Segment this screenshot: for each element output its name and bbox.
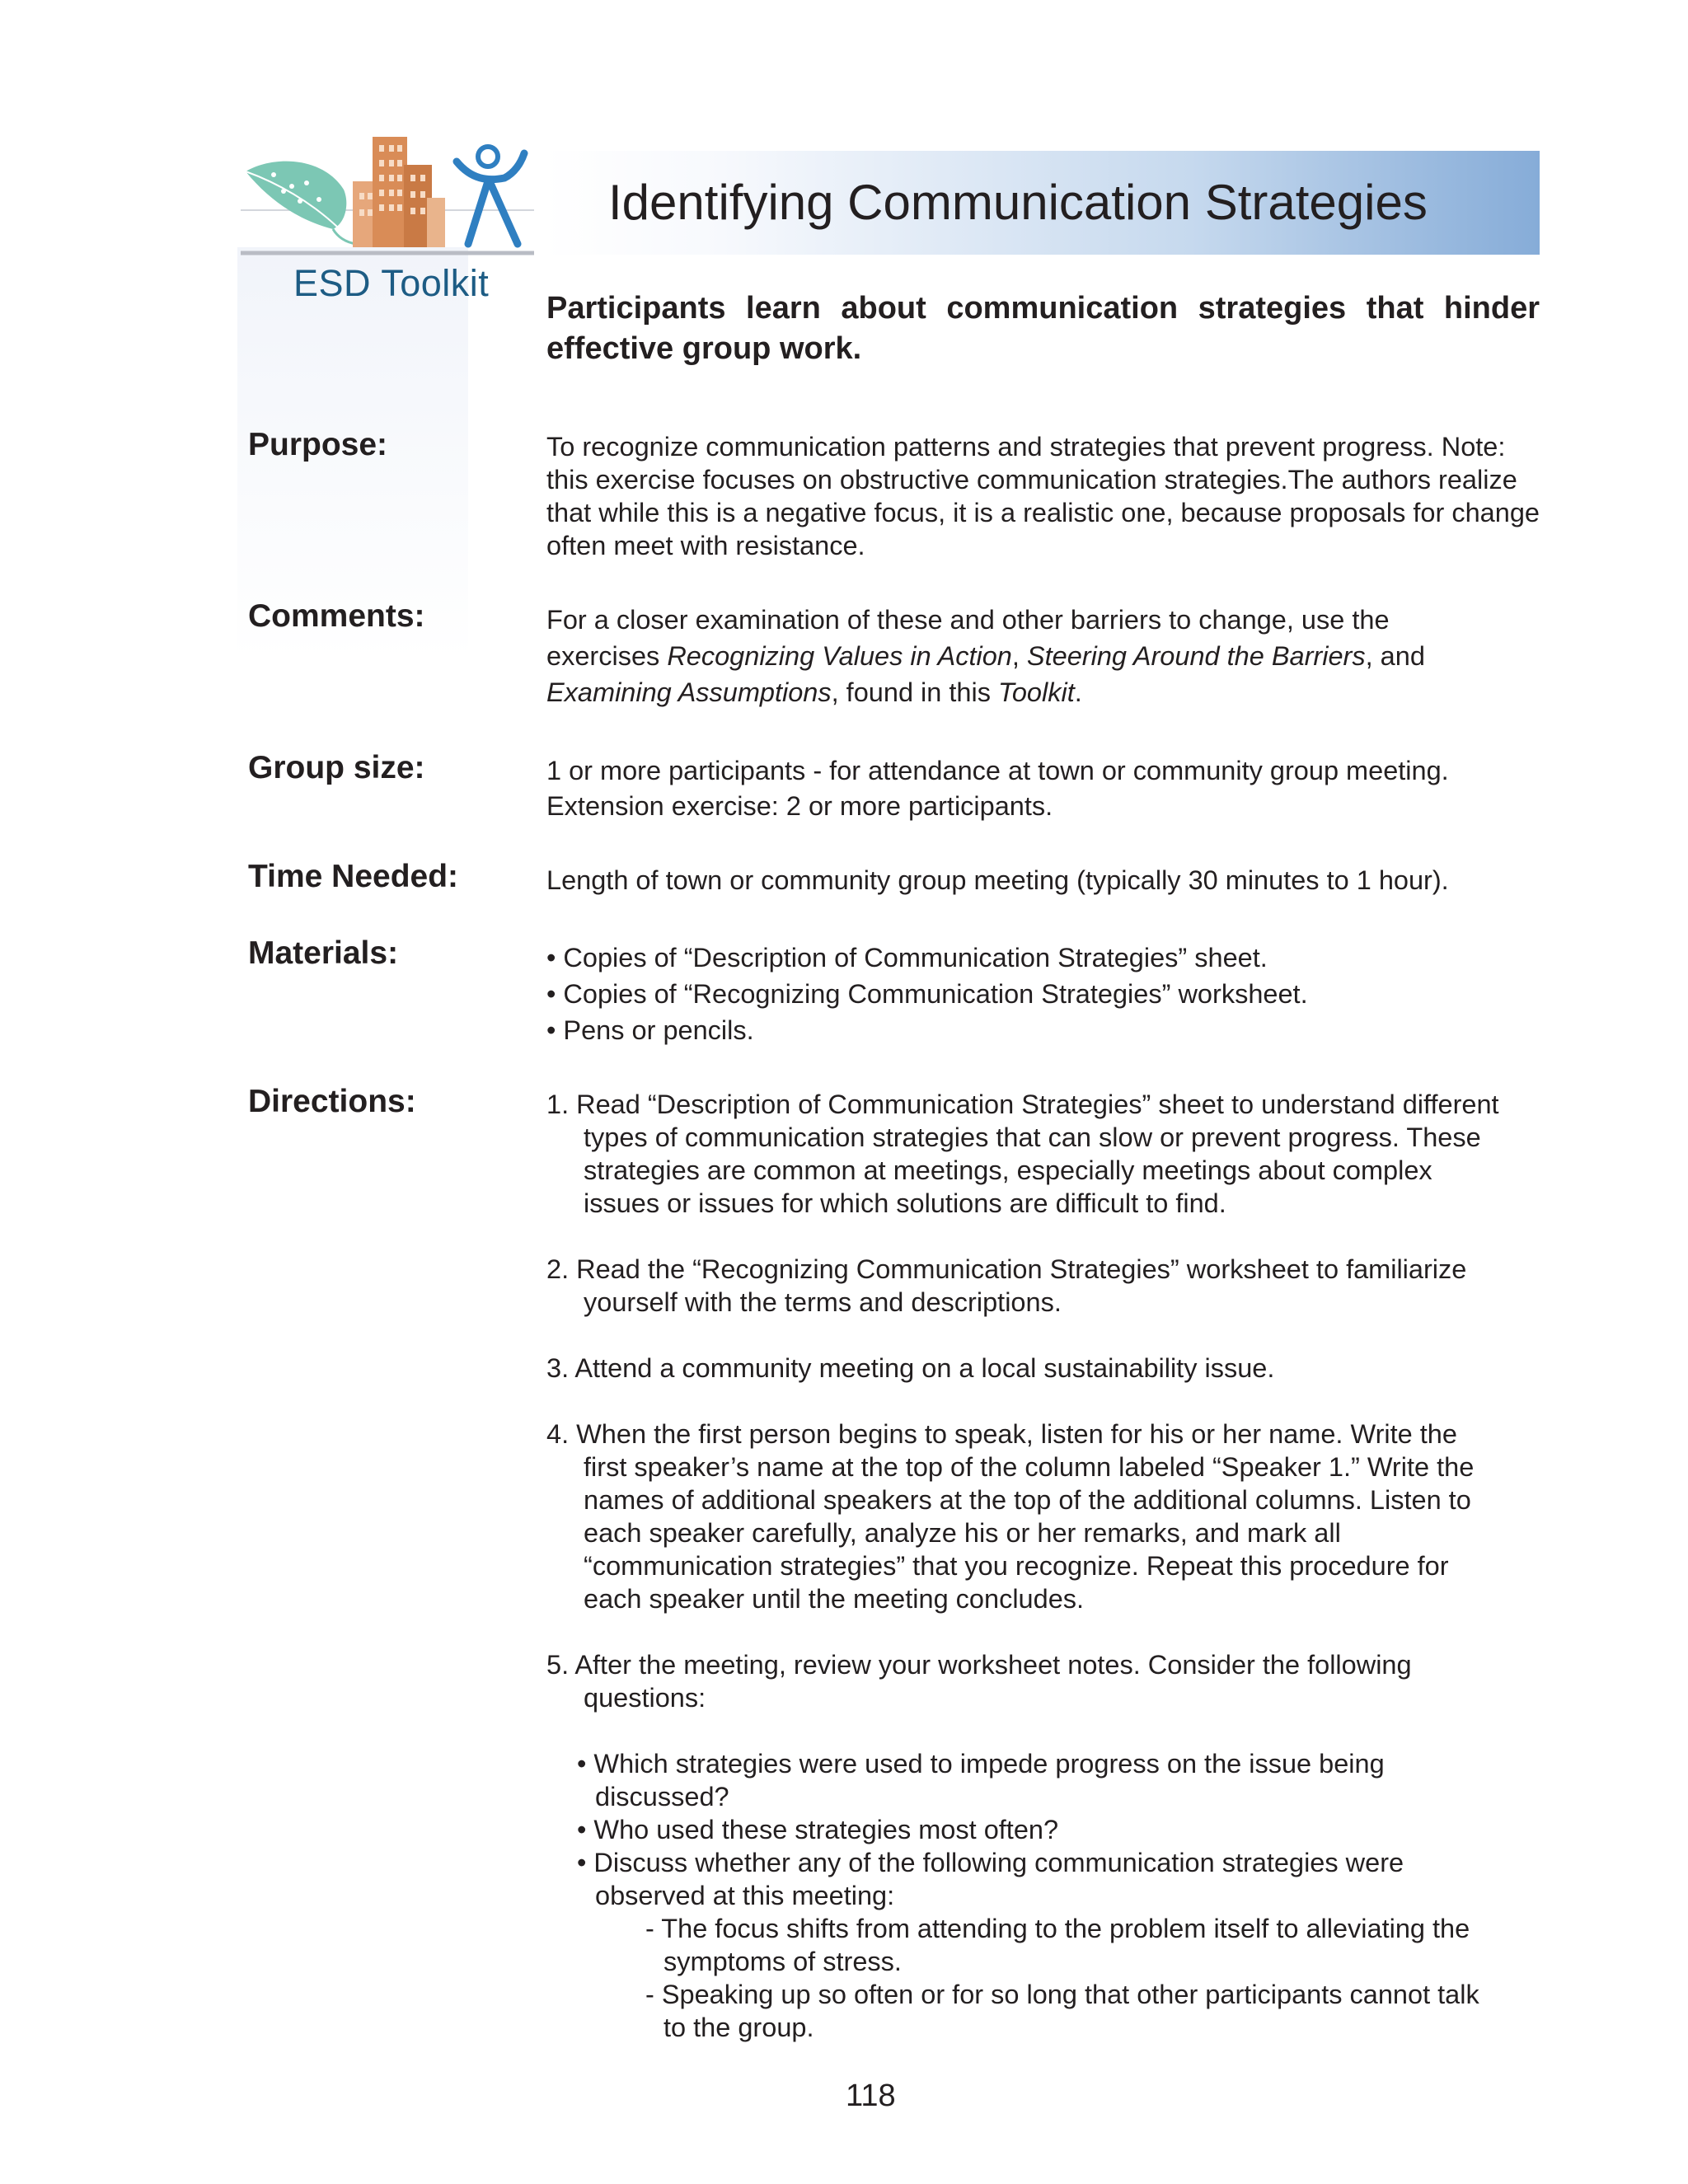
sub-item: - The focus shifts from attending to the problem itself to alleviating the xyxy=(645,1914,1470,1943)
time-needed-line: Length of town or community group meeting (typically 30 minutes to 1 hour). xyxy=(546,865,1449,895)
sub-item-cont: to the group. xyxy=(663,2013,814,2042)
time-needed-label: Time Needed: xyxy=(248,859,459,894)
group-size-line: Extension exercise: 2 or more participants. xyxy=(546,791,1053,821)
directions-label: Directions: xyxy=(248,1084,416,1119)
group-size-line: 1 or more participants - for attendance at town or community group meeting. xyxy=(546,756,1449,785)
directions-step: 2. Read the “Recognizing Communication Strategies” worksheet to familiarize xyxy=(546,1254,1467,1284)
logo-text: ESD Toolkit xyxy=(293,262,490,304)
materials-label: Materials: xyxy=(248,935,399,971)
directions-step-cont: each speaker carefully, analyze his or her remarks, and mark all xyxy=(584,1518,1341,1548)
directions-step: 5. After the meeting, review your worksheet notes. Consider the following xyxy=(546,1650,1412,1680)
purpose-line: often meet with resistance. xyxy=(546,531,865,560)
directions-step-cont: yourself with the terms and descriptions. xyxy=(584,1287,1062,1317)
directions-step-cont: names of additional speakers at the top of the additional columns. Listen to xyxy=(584,1485,1471,1515)
sub-item: - Speaking up so often or for so long that other participants cannot talk xyxy=(645,1980,1479,2009)
purpose-line: To recognize communication patterns and strategies that prevent progress. Note: xyxy=(546,432,1506,462)
comments-label: Comments: xyxy=(248,598,425,634)
materials-list xyxy=(546,940,1585,1048)
comments-line: Examining Assumptions, found in this Toolkit. xyxy=(546,677,1082,707)
comments-line: exercises Recognizing Values in Action, Steering Around the Barriers, and xyxy=(546,641,1425,671)
esd-toolkit-logo xyxy=(241,132,534,262)
group-size-text xyxy=(546,753,1585,824)
question-item: • Discuss whether any of the following communication strategies were xyxy=(577,1848,1404,1877)
page-number: 118 xyxy=(846,2079,896,2113)
exercise-title: Recognizing Values in Action xyxy=(667,641,1012,671)
question-item: • Who used these strategies most often? xyxy=(577,1815,1059,1844)
directions-step-cont: questions: xyxy=(584,1683,706,1713)
purpose-line: this exercise focuses on obstructive communication strategies.The authors realize xyxy=(546,465,1517,494)
exercise-title: Examining Assumptions xyxy=(546,677,832,707)
time-needed-text xyxy=(546,864,1585,897)
directions-step-cont: types of communication strategies that can slow or prevent progress. These xyxy=(584,1122,1481,1152)
directions-step: 1. Read “Description of Communication Strategies” sheet to understand different xyxy=(546,1090,1499,1119)
question-item: • Which strategies were used to impede progress on the issue being xyxy=(577,1749,1385,1779)
purpose-line: that while this is a negative focus, it is a realistic one, because proposals for change xyxy=(546,498,1540,527)
materials-item: • Copies of “Recognizing Communication Strategies” worksheet. xyxy=(546,979,1308,1009)
purpose-label: Purpose: xyxy=(248,427,388,462)
toolkit-title: Toolkit xyxy=(997,677,1075,707)
buildings-icon xyxy=(353,137,445,247)
person-icon xyxy=(457,147,524,244)
directions-step-cont: each speaker until the meeting concludes. xyxy=(584,1584,1085,1614)
materials-item: • Pens or pencils. xyxy=(546,1015,754,1045)
exercise-title: Steering Around the Barriers xyxy=(1026,641,1366,671)
comments-line: For a closer examination of these and other barriers to change, use the xyxy=(546,605,1390,635)
leaf-icon xyxy=(246,162,356,244)
question-item-cont: discussed? xyxy=(595,1782,729,1811)
directions-step: 4. When the first person begins to speak, listen for his or her name. Write the xyxy=(546,1419,1457,1449)
group-size-label: Group size: xyxy=(248,750,425,785)
intro-text: Participants learn about communication strategies that hinder effective group work. xyxy=(546,291,1540,366)
directions-step-cont: strategies are common at meetings, especially meetings about complex xyxy=(584,1155,1432,1185)
directions-list xyxy=(546,1088,1585,2044)
directions-step-cont: “communication strategies” that you recognize. Repeat this procedure for xyxy=(584,1551,1449,1581)
page-title: Identifying Communication Strategies xyxy=(608,175,1428,230)
sub-item-cont: symptoms of stress. xyxy=(663,1947,902,1976)
comments-text xyxy=(546,602,1585,710)
question-item-cont: observed at this meeting: xyxy=(595,1881,895,1910)
purpose-text xyxy=(546,430,1585,562)
materials-item: • Copies of “Description of Communication Strategies” sheet. xyxy=(546,943,1268,972)
directions-step: 3. Attend a community meeting on a local sustainability issue. xyxy=(546,1353,1275,1383)
directions-step-cont: first speaker’s name at the top of the column labeled “Speaker 1.” Write the xyxy=(584,1452,1475,1482)
directions-step-cont: issues or issues for which solutions are difficult to find. xyxy=(584,1188,1226,1218)
